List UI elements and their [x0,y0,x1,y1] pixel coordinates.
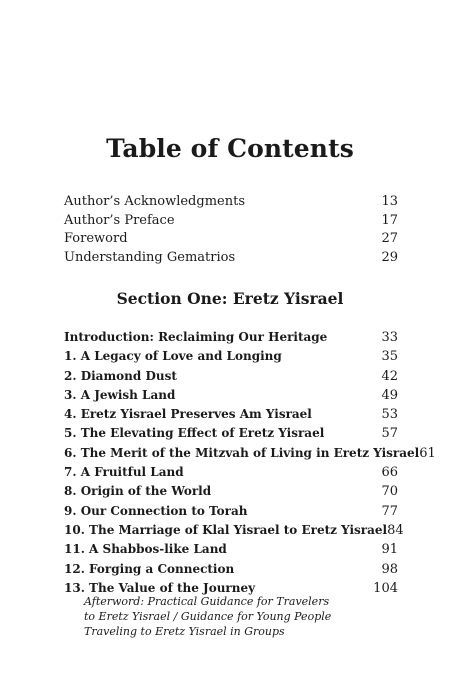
toc-entry-page: 17 [381,212,398,228]
chapter-title: 4. Eretz Yisrael Preserves Am Yisrael [64,407,312,422]
chapter-title: 11. A Shabbos-like Land [64,542,227,557]
chapter-entry[interactable] [64,347,398,366]
chapter-title: 9. Our Connection to Torah [64,503,248,518]
chapter-title: 8. Origin of the World [64,484,212,499]
chapter-title: 13. The Value of the Journey [64,580,256,595]
chapter-title: 5. The Elevating Effect of Eretz Yisrael [64,426,325,441]
front-matter-list [64,193,398,268]
toc-entry[interactable] [64,193,398,212]
chapter-title: 1. A Legacy of Love and Longing [64,349,282,364]
chapter-entry[interactable] [64,560,398,579]
chapter-entry[interactable] [64,540,398,559]
toc-entry-page: 29 [381,250,398,266]
chapter-page: 91 [381,542,398,558]
chapter-page: 61 [419,445,436,461]
chapter-page: 57 [381,426,398,442]
toc-entry[interactable] [64,212,398,231]
chapter-page: 70 [381,484,398,500]
afterword-line: Afterword: Practical Guidance for Travelers [84,595,330,608]
chapter-page: 77 [381,503,398,519]
chapter-page: 35 [381,349,398,365]
chapter-entry[interactable] [64,521,404,540]
chapter-entry[interactable] [64,482,398,501]
chapter-list [64,328,436,598]
afterword-line: Traveling to Eretz Yisrael in Groups [84,625,285,638]
toc-entry-label: Author’s Acknowledgments [64,194,245,209]
chapter-title: 3. A Jewish Land [64,387,176,402]
toc-entry[interactable] [64,230,398,249]
chapter-title: 2. Diamond Dust [64,368,177,383]
afterword-note[interactable] [84,594,384,639]
chapter-entry[interactable] [64,328,398,347]
chapter-entry[interactable] [64,386,398,405]
chapter-title: Introduction: Reclaiming Our Heritage [64,330,328,344]
toc-entry-label: Foreword [64,231,128,247]
page-title: Table of Contents [106,134,354,163]
chapter-title: 10. The Marriage of Klal Yisrael to Eretz Yisrael [64,522,388,537]
chapter-page: 98 [381,561,398,577]
toc-entry-label: Understanding Gematrios [64,250,236,266]
chapter-entry[interactable] [64,444,436,463]
chapter-page: 49 [381,387,398,403]
chapter-title: 7. A Fruitful Land [64,465,184,480]
chapter-entry[interactable] [64,463,398,482]
afterword-line: to Eretz Yisrael / Guidance for Young People [84,610,332,623]
chapter-page: 84 [387,522,404,538]
chapter-title: 12. Forging a Connection [64,561,235,576]
toc-entry-label: Author’s Preface [64,212,175,228]
chapter-page: 66 [381,465,398,481]
chapter-entry[interactable] [64,367,398,386]
chapter-page: 33 [381,330,398,345]
chapter-entry[interactable] [64,424,398,443]
chapter-title: 6. The Merit of the Mitzvah of Living in Eretz Yisrael [64,445,420,460]
chapter-entry[interactable] [64,502,398,521]
toc-entry-page: 27 [381,231,398,247]
toc-entry[interactable] [64,249,398,268]
section-heading: Section One: Eretz Yisrael [116,289,344,308]
chapter-page: 53 [381,407,398,423]
toc-entry-page: 13 [381,194,398,209]
chapter-page: 42 [381,368,398,384]
chapter-entry[interactable] [64,405,398,424]
chapter-page: 104 [373,580,398,596]
